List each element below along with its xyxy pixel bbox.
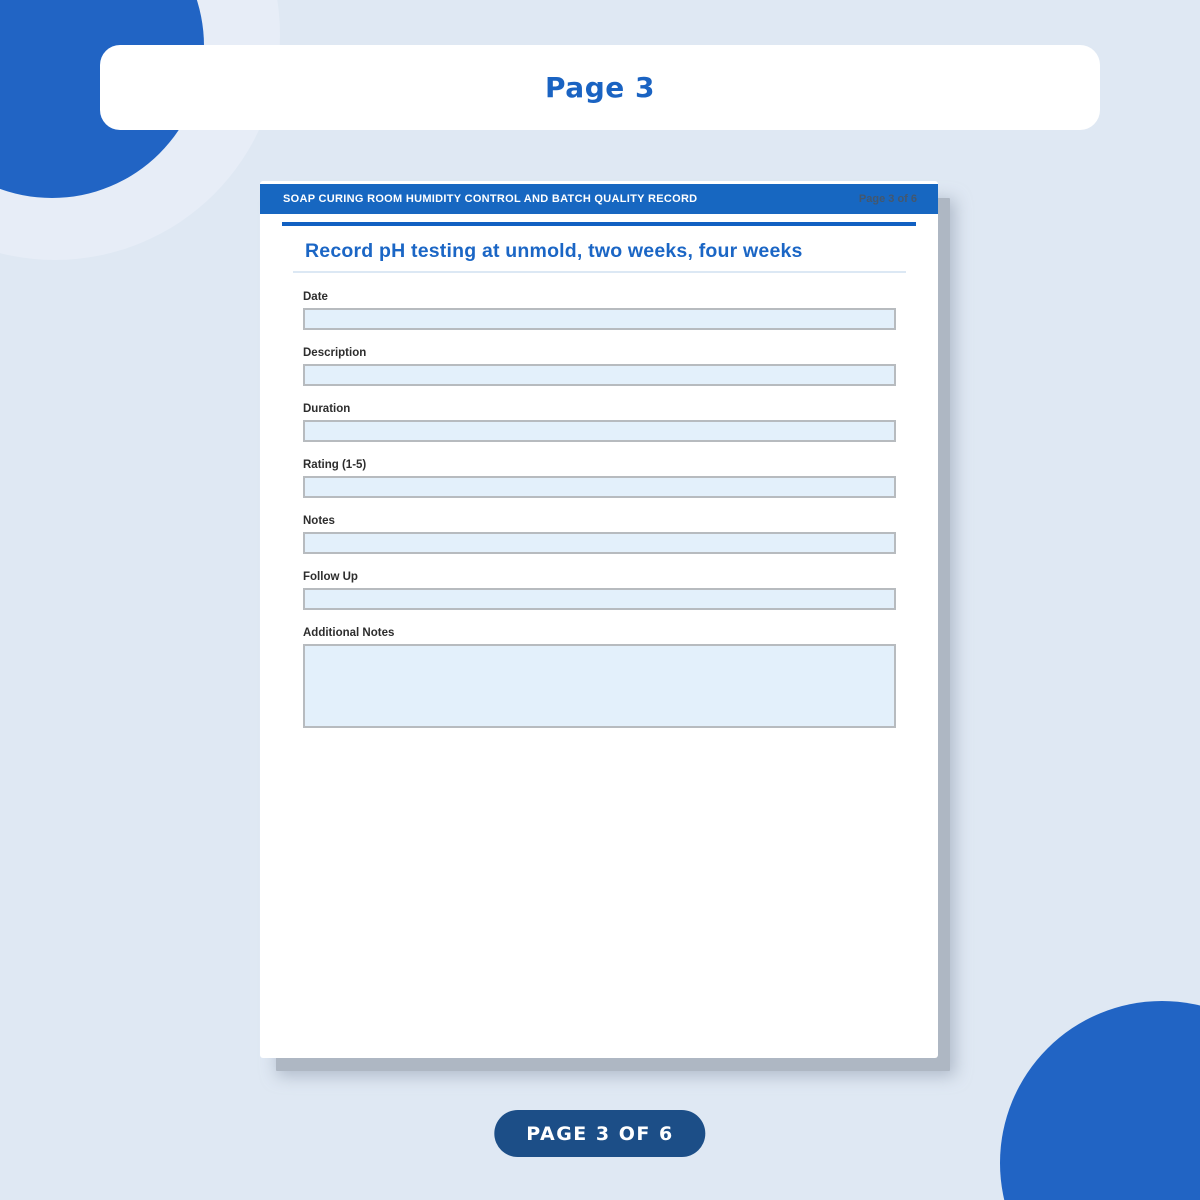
section-title: Record pH testing at unmold, two weeks, four weeks bbox=[305, 240, 803, 262]
field-label-rating: Rating (1-5) bbox=[303, 459, 367, 471]
document-page-indicator: Page 3 of 6 bbox=[858, 193, 917, 205]
field-label-additional-notes: Additional Notes bbox=[303, 627, 395, 639]
document-header bbox=[260, 184, 938, 214]
rating-input[interactable] bbox=[303, 476, 896, 498]
form-document bbox=[260, 181, 938, 1058]
notes-input[interactable] bbox=[303, 532, 896, 554]
field-label-date: Date bbox=[303, 291, 328, 303]
header-divider bbox=[282, 222, 916, 226]
field-label-follow-up: Follow Up bbox=[303, 571, 358, 583]
form-field-notes bbox=[303, 515, 896, 554]
form-field-follow-up bbox=[303, 571, 896, 610]
form-field-additional-notes bbox=[303, 627, 896, 728]
form-field-date bbox=[303, 291, 896, 330]
additional-notes-textarea[interactable] bbox=[303, 644, 896, 728]
follow-up-input[interactable] bbox=[303, 588, 896, 610]
form-field-duration bbox=[303, 403, 896, 442]
form-field-description bbox=[303, 347, 896, 386]
decorative-circle-bottom-right bbox=[1000, 1001, 1200, 1200]
page-banner bbox=[100, 45, 1100, 130]
duration-input[interactable] bbox=[303, 420, 896, 442]
field-label-description: Description bbox=[303, 347, 367, 359]
field-label-notes: Notes bbox=[303, 515, 335, 527]
page-banner-title: Page 3 bbox=[545, 71, 655, 104]
field-label-duration: Duration bbox=[303, 403, 351, 415]
description-input[interactable] bbox=[303, 364, 896, 386]
section-divider bbox=[293, 271, 906, 273]
document-title: SOAP CURING ROOM HUMIDITY CONTROL AND BATCH QUALITY RECORD bbox=[283, 193, 698, 205]
form-content bbox=[260, 240, 938, 728]
page-count-badge-label: PAGE 3 OF 6 bbox=[526, 1122, 674, 1145]
page-count-badge bbox=[494, 1110, 705, 1157]
date-input[interactable] bbox=[303, 308, 896, 330]
form-field-rating bbox=[303, 459, 896, 498]
